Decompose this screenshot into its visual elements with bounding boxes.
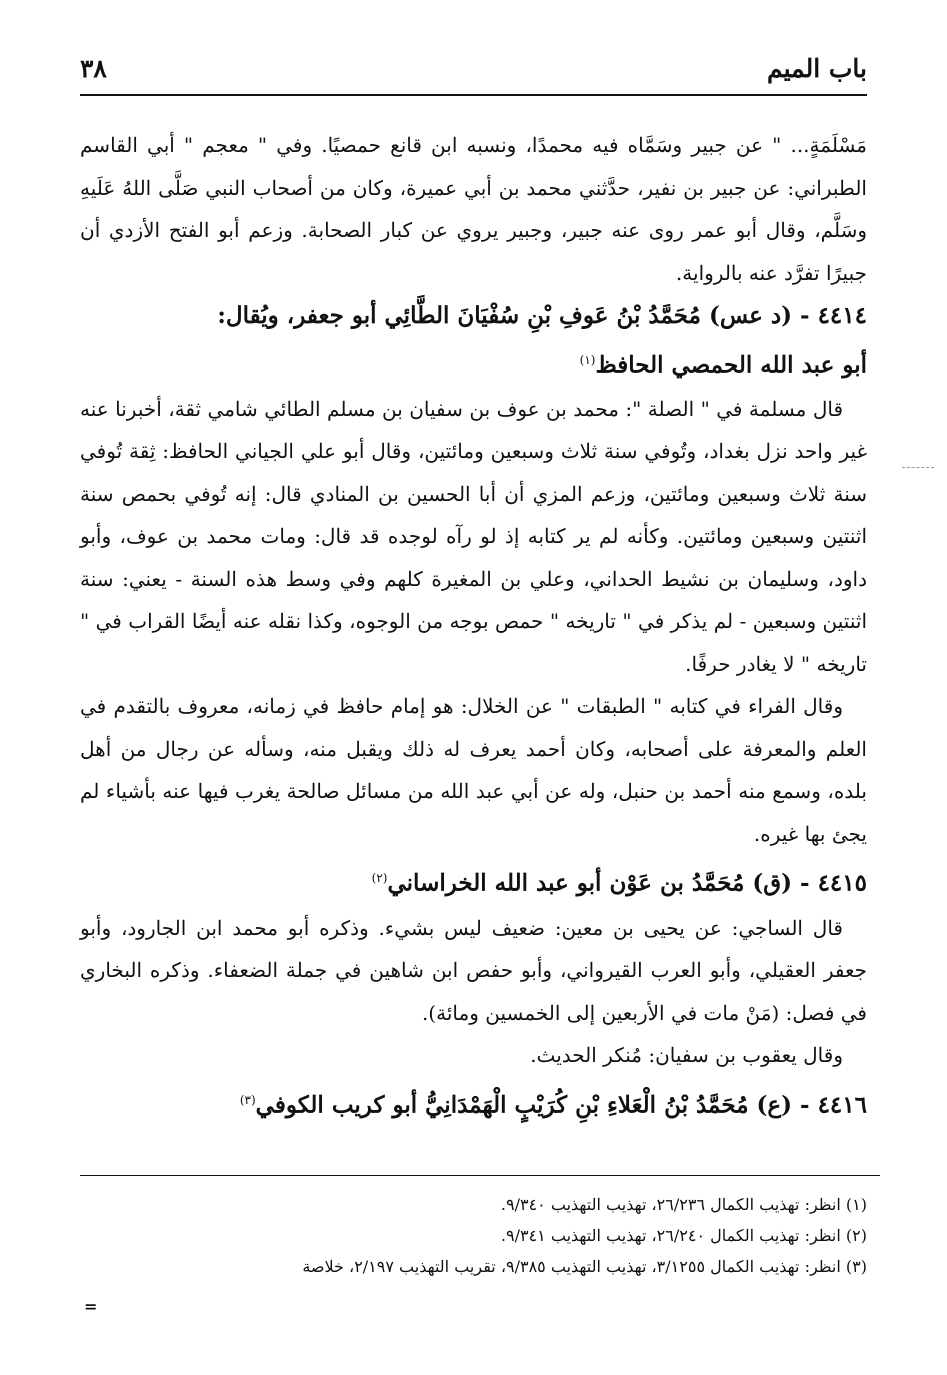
entry-heading <box>80 1077 867 1129</box>
footnote-continuation-mark: = <box>84 1297 98 1316</box>
entry-heading-text: ٤٤١٦ - (ع) مُحَمَّدُ بْنُ الْعَلاءِ بْنِ كُرَيْبٍ الْهَمْدَانِيُّ أبو كريب الكوفي <box>255 1091 867 1119</box>
footnote-ref: (٢) <box>371 871 388 886</box>
footnote-ref: (١) <box>579 353 596 367</box>
paragraph: قال الساجي: عن يحيى بن معين: ضعيف ليس بشيء. وذكره أبو محمد ابن الجارود، وأبو جعفر العقيلي، وأبو العرب القيرواني، وأبو حفص ابن شاهين في جملة الضعفاء. وذكره البخاري في فصل: (مَنْ مات في الأربعين إلى الخمسين ومائة). <box>80 915 867 1025</box>
page-number: ٣٨ <box>80 54 107 83</box>
page-body <box>80 124 867 1128</box>
paragraph: وقال الفراء في كتابه " الطبقات " عن الخلال: هو إمام حافظ في زمانه، معروف بالتقدم في العلم والمعرفة على أصحابه، وكان أحمد يعرف له ذلك ويقبل منه، وسأله عن رجال من أهل بلده، وسمع منه أحمد بن حنبل، وله عن أبي عبد الله من مسائل صالحة يغرب فيها عنه بأشياء لم يجئ بها غيره. <box>80 694 867 846</box>
entry-heading <box>80 294 867 338</box>
footnote: (٣) انظر: تهذيب الكمال ٣/١٢٥٥، تهذيب التهذيب ٩/٣٨٥، تقريب التهذيب ٢/١٩٧، خلاصة <box>302 1257 867 1276</box>
footnotes <box>80 1189 867 1282</box>
footnote-divider <box>80 1175 880 1176</box>
page-header <box>80 48 867 96</box>
entry-heading <box>80 855 867 907</box>
entry-heading-text: أبو عبد الله الحمصي الحافظ <box>595 351 867 379</box>
margin-mark <box>902 467 934 468</box>
footnote: (١) انظر: تهذيب الكمال ٢٦/٢٣٦، تهذيب التهذيب ٩/٣٤٠. <box>500 1195 867 1214</box>
paragraph: وقال يعقوب بن سفيان: مُنكر الحديث. <box>530 1043 843 1068</box>
footnote-ref: (٣) <box>239 1092 256 1107</box>
chapter-title: باب الميم <box>766 54 867 83</box>
entry-heading-continued <box>80 338 867 388</box>
paragraph: مَسْلَمَةٍ... " عن جبير وسَمَّاه فيه محمدًا، ونسبه ابن قانع حمصيًا. وفي " معجم " أبي القاسم الطبراني: عن جبير بن نفير، حدَّثني محمد بن أبي عميرة، وكان من أصحاب النبي صَلَّى اللهُ عَلَيهِ وسَلَّم، وقال أبو عمر روى عنه جبير، وجبير يروي عن كبار الصحابة. وزعم أبو الفتح الأزدي أن جبيرًا تفرَّد عنه بالرواية. <box>80 133 867 285</box>
entry-heading-text: ٤٤١٤ - (د عس) مُحَمَّدُ بْنُ عَوفِ بْنِ سُفْيَانَ الطَّائِي أبو جعفر، ويُقال: <box>217 302 867 329</box>
header-divider <box>80 94 867 96</box>
entry-heading-text: ٤٤١٥ - (ق) مُحَمَّدُ بن عَوْن أبو عبد الله الخراساني <box>387 869 867 897</box>
paragraph: قال مسلمة في " الصلة ": محمد بن عوف بن سفيان بن مسلم الطائي شامي ثقة، أخبرنا عنه غير واحد نزل بغداد، وتُوفي سنة ثلاث وسبعين ومائتين، وقال أبو علي الجياني الحافظ: ثِقة تُوفي سنة ثلاث وسبعين ومائتين، وزعم المزي أن أبا الحسين بن المنادي قال: إنه تُوفي بحمص سنة اثنتين وسبعين ومائتين. وكأنه لم ير كتابه إذ لو رآه لوجده قد قال: ومات محمد بن عوف، وأبو داود، وسليمان بن نشيط الحداني، وعلي بن المغيرة كلهم وفي وسط هذه السنة - يعني: سنة اثنتين وسبعين - لم يذكر في " تاريخه " حمص بوجه من الوجوه، وكذا نقله عنه أيضًا القراب في " تاريخه " لا يغادر حرفًا. <box>80 396 867 676</box>
footnote: (٢) انظر: تهذيب الكمال ٢٦/٢٤٠، تهذيب التهذيب ٩/٣٤١. <box>500 1226 867 1245</box>
